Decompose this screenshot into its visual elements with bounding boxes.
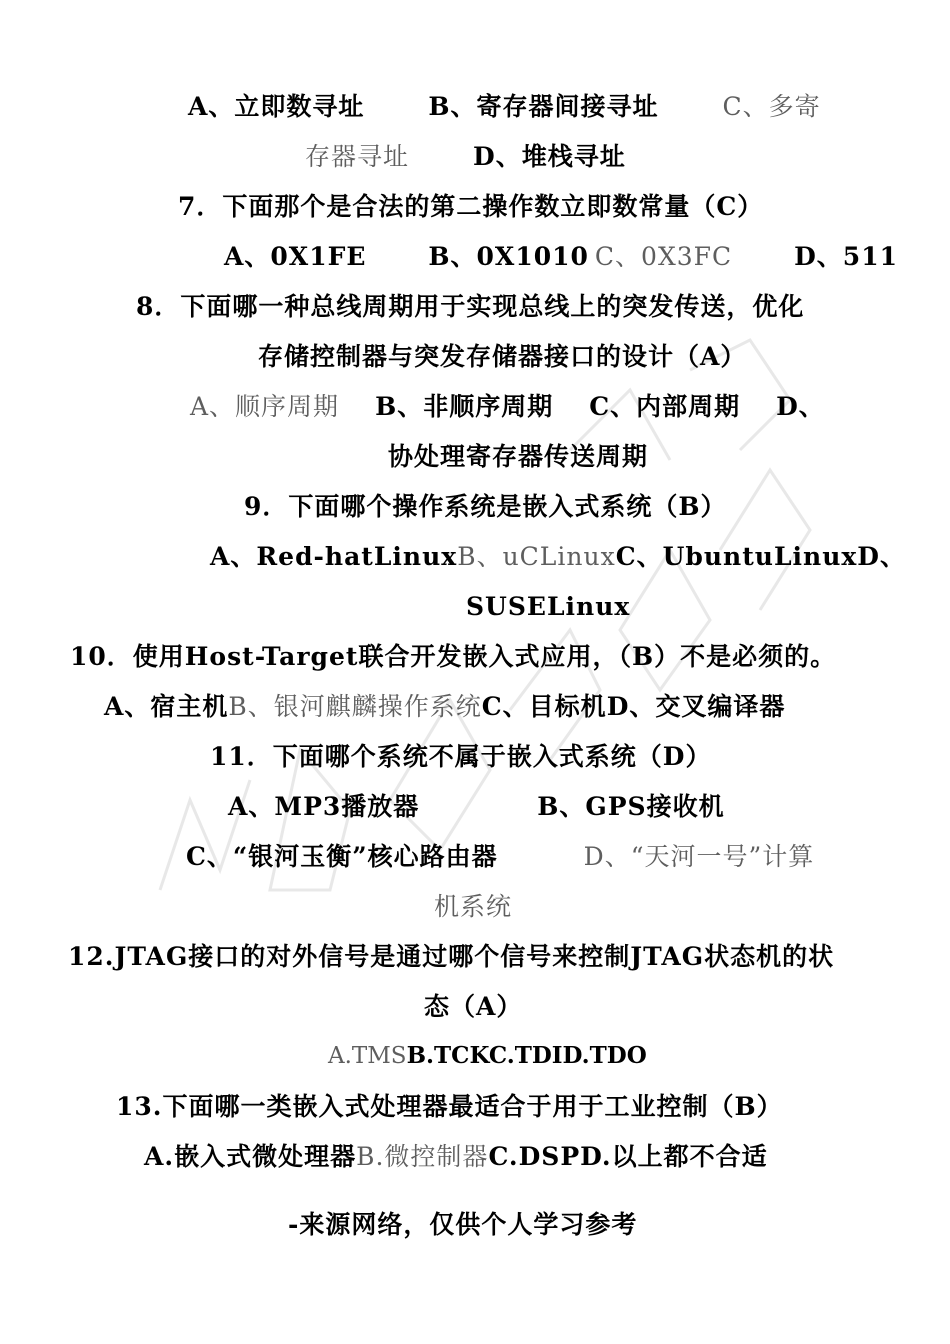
q11-option-a: A、MP3播放器 <box>228 792 420 821</box>
q10-option-a: A、宿主机 <box>104 692 229 721</box>
q11-option-b: B、GPS接收机 <box>537 792 725 821</box>
q13-option-b: B.微控制器 <box>356 1142 489 1171</box>
q12-question-line1: 12.JTAG接口的对外信号是通过哪个信号来控制JTAG状态机的状 <box>68 942 835 971</box>
q7-question: 7．下面那个是合法的第二操作数立即数常量（C） <box>178 192 764 221</box>
q8-option-a: A、顺序周期 <box>190 392 340 421</box>
q10-option-c: C、目标机 <box>481 692 607 721</box>
q12-question-line2: 态（A） <box>424 992 523 1021</box>
q8-question-line1: 8．下面哪一种总线周期用于实现总线上的突发传送，优化 <box>136 292 805 321</box>
q10-option-d: D、交叉编译器 <box>606 692 786 721</box>
q8-question-line2: 存储控制器与突发存储器接口的设计（A） <box>258 342 747 371</box>
q9-option-d-part1: D、 <box>857 542 906 571</box>
q7-option-b: B、0X1010 <box>428 242 589 271</box>
q6-option-c-part2: 存器寻址 <box>305 142 410 171</box>
q9-option-d-part2: SUSELinux <box>466 592 631 621</box>
q8-option-b: B、非顺序周期 <box>375 392 554 421</box>
q10-option-b: B、银河麒麟操作系统 <box>228 692 482 721</box>
q8-option-d-part2: 协处理寄存器传送周期 <box>388 442 649 471</box>
q11-question: 11．下面哪个系统不属于嵌入式系统（D） <box>210 742 712 771</box>
q8-option-c: C、内部周期 <box>589 392 741 421</box>
q12-options-rest: B.TCKC.TDID.TDO <box>406 1042 647 1069</box>
footer-note: -来源网络，仅供个人学习参考 <box>288 1210 638 1239</box>
q9-option-a: A、Red-hatLinux <box>210 542 458 571</box>
q6-option-a: A、立即数寻址 <box>188 92 365 121</box>
q10-question: 10．使用Host-Target联合开发嵌入式应用，（B）不是必须的。 <box>70 642 837 671</box>
q7-option-c: C、0X3FC <box>594 242 733 271</box>
q7-option-d: D、511 <box>794 242 898 271</box>
q9-option-c: C、UbuntuLinux <box>615 542 858 571</box>
q6-option-d: D、堆栈寻址 <box>473 142 626 171</box>
q8-option-d-part1: D、 <box>776 392 825 421</box>
q13-option-a: A.嵌入式微处理器 <box>144 1142 357 1171</box>
q6-option-b: B、寄存器间接寻址 <box>428 92 659 121</box>
q11-option-d-part2: 机系统 <box>434 892 513 921</box>
q11-option-d-part1: D、“天河一号”计算 <box>583 842 815 871</box>
q9-option-b: B、uCLinux <box>457 542 616 571</box>
q6-option-c-part1: C、多寄 <box>722 92 821 121</box>
q12-option-a: A.TMS <box>328 1043 407 1069</box>
q9-question: 9．下面哪个操作系统是嵌入式系统（B） <box>244 492 727 521</box>
q7-option-a: A、0X1FE <box>224 242 367 271</box>
q11-option-c: C、“银河玉衡”核心路由器 <box>186 842 498 871</box>
q13-question: 13.下面哪一类嵌入式处理器最适合于用于工业控制（B） <box>116 1092 783 1121</box>
q13-options-rest: C.DSPD.以上都不合适 <box>488 1142 768 1171</box>
